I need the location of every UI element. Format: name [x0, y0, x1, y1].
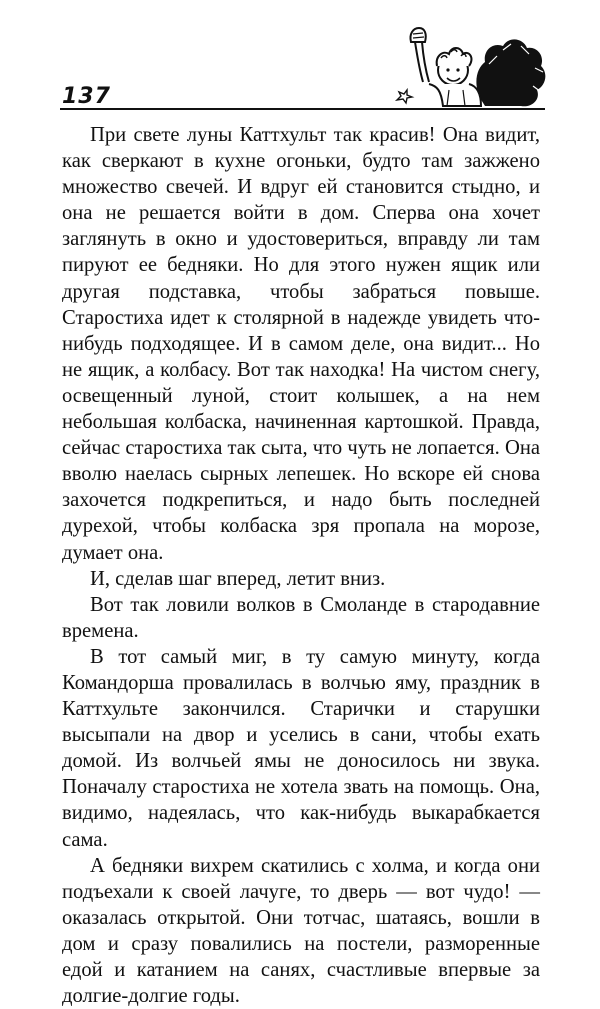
page-number: 137 — [62, 84, 111, 109]
paragraph: При свете луны Каттхульт так красив! Она видит, как сверкают в кухне огоньки, будто там зажжено множество свечей. И вдруг ей становится стыдно, и она не решается войти в дом. Сперва она хочет заглянуть в окно и удостовериться, вправду ли там пируют ее бедняки. Но для этого нужен ящик или другая подставка, чтобы забраться повыше. Старостиха идет к столярной в надежде увидеть что-нибудь подходящее. И в самом деле, она видит... Но не ящик, а колбасу. Вот так находка! На чистом снегу, освещенный луной, стоит колышек, а на нем небольшая колбаска, начиненная картошкой. Правда, сейчас старостиха так сыта, что чуть не лопается. Она вволю наелась сырных лепешек. Но вскоре ей снова захочется подкрепиться, и надо быть последней дурехой, чтобы колбаска зря пропала на морозе, думает она. — [62, 124, 540, 564]
paragraph: Вот так ловили волков в Смоланде в стародавние времена. — [62, 593, 540, 642]
paragraph: А бедняки вихрем скатились с холма, и когда они подъехали к своей лачуге, то дверь — вот чудо! — оказалась открытой. Они тотчас, шатаясь, вошли в дом и сразу повалились на постели, разморенные едой и катанием на санях, счастливые впервые за долгие-долгие годы. — [62, 854, 540, 1008]
body-text — [62, 122, 540, 1009]
paragraph: В тот самый миг, в ту самую минуту, когда Командорша провалилась в волчью яму, праздник в Каттхульте закончился. Старички и старушки высыпали на двор и уселись в сани, чтобы ехать домой. Из волчьей ямы не доносилось ни звука. Поначалу старостиха не хотела звать на помощь. Она, видимо, надеялась, что как-нибудь выкарабкается сама. — [62, 645, 540, 851]
paragraph: И, сделав шаг вперед, летит вниз. — [90, 567, 386, 590]
child-with-raised-fist-icon — [385, 20, 550, 112]
